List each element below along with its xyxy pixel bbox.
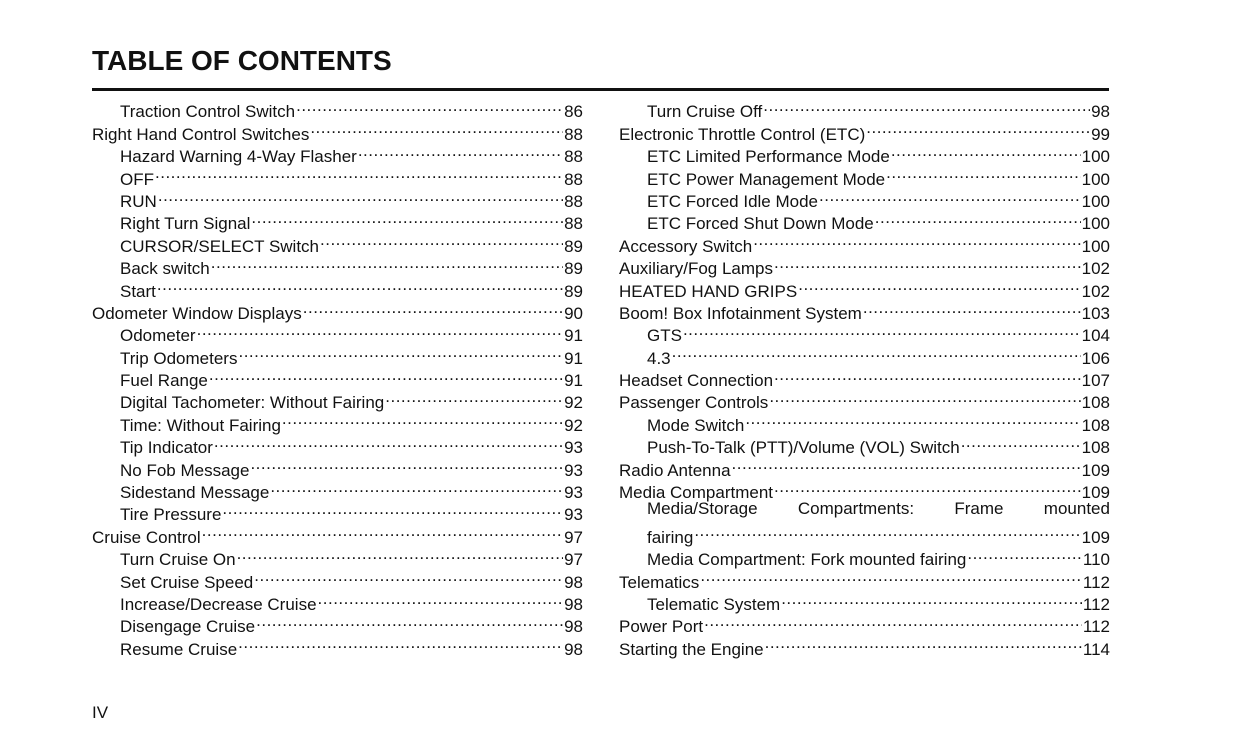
toc-entry[interactable] xyxy=(619,364,1110,391)
toc-entry[interactable] xyxy=(92,162,583,189)
dot-leader xyxy=(774,252,1081,274)
toc-entry-label: Turn Cruise On xyxy=(120,550,236,570)
toc-entry-page: 100 xyxy=(1081,191,1110,211)
dot-leader xyxy=(197,319,563,341)
toc-entry-continuation[interactable] xyxy=(619,520,1110,547)
toc-entry-label: Passenger Controls xyxy=(619,393,769,413)
toc-entry-page: 109 xyxy=(1081,483,1110,503)
toc-entry-label: ETC Power Management Mode xyxy=(647,169,886,189)
toc-entry-label: Boom! Box Infotainment System xyxy=(619,303,862,323)
toc-entry-label: Time: Without Fairing xyxy=(120,415,281,435)
toc-entry-label: Back switch xyxy=(120,259,210,279)
dot-leader xyxy=(211,252,563,274)
dot-leader xyxy=(704,610,1082,632)
toc-entry-label: Tip Indicator xyxy=(120,438,213,458)
toc-entry-page: 100 xyxy=(1081,147,1110,167)
toc-entry-page: 108 xyxy=(1081,415,1110,435)
dot-leader xyxy=(254,565,563,587)
toc-entry[interactable] xyxy=(619,498,1110,520)
toc-entry-label: Traction Control Switch xyxy=(120,102,296,122)
toc-entry-label: Accessory Switch xyxy=(619,236,753,256)
dot-leader xyxy=(251,207,563,229)
title-divider xyxy=(92,88,1109,91)
toc-entry-page: 88 xyxy=(564,147,583,167)
toc-entry-page: 91 xyxy=(564,371,583,391)
toc-entry-label: Power Port xyxy=(619,617,704,637)
toc-entry-page: 100 xyxy=(1081,236,1110,256)
dot-leader xyxy=(158,185,563,207)
toc-entry-page: 93 xyxy=(564,438,583,458)
toc-entry-page: 98 xyxy=(1091,102,1110,122)
toc-entry-page: 110 xyxy=(1082,550,1110,570)
toc-entry-label: Media Compartment: Fork mounted fairing xyxy=(647,550,967,570)
toc-entry-label: Media Compartment xyxy=(619,483,774,503)
toc-entry[interactable] xyxy=(92,95,583,122)
dot-leader xyxy=(318,588,564,610)
toc-entry-label: CURSOR/SELECT Switch xyxy=(120,236,320,256)
page-number: IV xyxy=(92,703,109,722)
dot-leader xyxy=(886,162,1081,184)
toc-entry[interactable] xyxy=(619,95,1110,122)
toc-entry-label: Turn Cruise Off xyxy=(647,102,763,122)
toc-entry-page: 90 xyxy=(564,303,583,323)
toc-entry[interactable] xyxy=(619,341,1110,368)
dot-leader xyxy=(967,543,1082,565)
dot-leader xyxy=(700,565,1082,587)
toc-entry-page: 109 xyxy=(1081,527,1110,547)
dot-leader xyxy=(250,453,563,475)
toc-entry-page: 112 xyxy=(1082,594,1110,614)
toc-entry-page: 86 xyxy=(564,102,583,122)
dot-leader xyxy=(863,297,1081,319)
dot-leader xyxy=(209,364,563,386)
toc-entry-label: Digital Tachometer: Without Fairing xyxy=(120,393,385,413)
dot-leader xyxy=(774,364,1081,386)
toc-entry-page: 107 xyxy=(1081,371,1110,391)
toc-entry-label: RUN xyxy=(120,191,157,211)
toc-entry-page: 103 xyxy=(1081,303,1110,323)
dot-leader xyxy=(303,297,563,319)
dot-leader xyxy=(214,431,563,453)
toc-column-right xyxy=(619,95,1110,659)
dot-leader xyxy=(155,162,563,184)
dot-leader xyxy=(310,117,563,139)
toc-entry-label: ETC Forced Shut Down Mode xyxy=(647,214,874,234)
dot-leader xyxy=(798,274,1080,296)
toc-entry-page: 92 xyxy=(564,415,583,435)
dot-leader xyxy=(774,476,1081,498)
toc-entry-label-word: Compartments: xyxy=(797,499,915,519)
dot-leader xyxy=(202,520,563,542)
toc-entry-label: Sidestand Message xyxy=(120,483,270,503)
toc-entry-page: 114 xyxy=(1082,639,1110,659)
dot-leader xyxy=(238,632,563,654)
dot-leader xyxy=(694,520,1080,542)
toc-entry-page: 108 xyxy=(1081,393,1110,413)
dot-leader xyxy=(296,95,563,117)
toc-entry-label: Headset Connection xyxy=(619,371,774,391)
toc-entry-page: 102 xyxy=(1081,281,1110,301)
dot-leader xyxy=(781,588,1082,610)
dot-leader xyxy=(358,140,563,162)
toc-entry[interactable] xyxy=(92,185,583,211)
dot-leader xyxy=(745,408,1080,430)
toc-entry-page: 100 xyxy=(1081,169,1110,189)
toc-entry[interactable] xyxy=(92,207,583,234)
toc-entry-label: Radio Antenna xyxy=(619,460,731,480)
toc-entry-label: Increase/Decrease Cruise xyxy=(120,594,317,614)
toc-entry-page: 104 xyxy=(1081,326,1110,346)
dot-leader xyxy=(385,386,563,408)
toc-entry-page: 98 xyxy=(564,639,583,659)
toc-entry-label-word: Media/Storage xyxy=(647,499,758,519)
dot-leader xyxy=(765,632,1082,654)
toc-entry-page: 89 xyxy=(564,281,583,301)
dot-leader xyxy=(819,185,1081,207)
toc-entry-page: 100 xyxy=(1081,214,1110,234)
toc-entry-label: 4.3 xyxy=(647,348,671,368)
toc-entry-page: 106 xyxy=(1081,348,1110,368)
toc-entry-page: 97 xyxy=(564,527,583,547)
dot-leader xyxy=(238,341,563,363)
dot-leader xyxy=(732,453,1081,475)
toc-entry[interactable] xyxy=(92,274,583,301)
toc-entry-label: Odometer xyxy=(120,326,196,346)
toc-entry-label: Odometer Window Displays xyxy=(92,303,302,323)
dot-leader xyxy=(961,431,1081,453)
toc-column-left xyxy=(92,95,583,659)
toc-entry-label-word: Frame xyxy=(954,499,1004,519)
toc-entry-label: fairing xyxy=(647,527,694,547)
toc-entry-label: Fuel Range xyxy=(120,371,208,391)
toc-entry-label: Right Turn Signal xyxy=(120,214,251,234)
toc-entry-label: Trip Odometers xyxy=(120,348,238,368)
toc-entry-page: 89 xyxy=(564,236,583,256)
toc-entry-label: OFF xyxy=(120,169,154,189)
dot-leader xyxy=(763,95,1090,117)
toc-entry-label: Cruise Control xyxy=(92,527,201,547)
dot-leader xyxy=(866,117,1090,139)
dot-leader xyxy=(320,229,563,251)
dot-leader xyxy=(270,476,563,498)
toc-entry-label: Right Hand Control Switches xyxy=(92,124,310,144)
toc-entry-page: 89 xyxy=(564,259,583,279)
dot-leader xyxy=(237,543,564,565)
toc-entry-page: 112 xyxy=(1082,572,1110,592)
dot-leader xyxy=(683,319,1081,341)
toc-entry-page: 99 xyxy=(1091,124,1110,144)
toc-entry-label: Auxiliary/Fog Lamps xyxy=(619,259,774,279)
dot-leader xyxy=(769,386,1080,408)
toc-entry-page: 97 xyxy=(564,550,583,570)
toc-entry-page: 92 xyxy=(564,393,583,413)
toc-entry-label: Disengage Cruise xyxy=(120,617,256,637)
toc-entry-page: 98 xyxy=(564,572,583,592)
toc-entry-label: Mode Switch xyxy=(647,415,745,435)
toc-entry-page: 98 xyxy=(564,594,583,614)
toc-entry-label: Telematic System xyxy=(647,594,781,614)
toc-entry-label: ETC Limited Performance Mode xyxy=(647,147,890,167)
dot-leader xyxy=(256,610,563,632)
dot-leader xyxy=(891,140,1081,162)
dot-leader xyxy=(222,498,563,520)
toc-entry-label: Resume Cruise xyxy=(120,639,238,659)
toc-entry-page: 88 xyxy=(564,124,583,144)
page-title: TABLE OF CONTENTS xyxy=(92,45,392,76)
toc-entry-label: No Fob Message xyxy=(120,460,250,480)
toc-entry-label: Start xyxy=(120,281,156,301)
toc-entry-label: Push-To-Talk (PTT)/Volume (VOL) Switch xyxy=(647,438,960,458)
toc-entry-page: 98 xyxy=(564,617,583,637)
toc-entry-label: Electronic Throttle Control (ETC) xyxy=(619,124,866,144)
dot-leader xyxy=(875,207,1081,229)
toc-entry-page: 91 xyxy=(564,326,583,346)
toc-entry-page: 88 xyxy=(564,214,583,234)
toc-entry-label: Tire Pressure xyxy=(120,505,222,525)
toc-entry[interactable] xyxy=(619,319,1110,346)
dot-leader xyxy=(672,341,1081,363)
toc-entry-page: 102 xyxy=(1081,259,1110,279)
toc-entry-label: Hazard Warning 4-Way Flasher xyxy=(120,147,357,167)
toc-entry-page: 108 xyxy=(1081,438,1110,458)
toc-entry-page: 112 xyxy=(1082,617,1110,637)
toc-entry-label: GTS xyxy=(647,326,682,346)
toc-entry-label: Set Cruise Speed xyxy=(120,572,254,592)
dot-leader xyxy=(753,229,1080,251)
toc-entry-label: HEATED HAND GRIPS xyxy=(619,281,798,301)
dot-leader xyxy=(157,274,563,296)
toc-entry[interactable] xyxy=(92,297,583,323)
toc-entry-label: Starting the Engine xyxy=(619,639,764,659)
dot-leader xyxy=(282,408,563,430)
toc-entry-page: 93 xyxy=(564,505,583,525)
toc-entry-page: 109 xyxy=(1081,460,1110,480)
toc-entry-label: ETC Forced Idle Mode xyxy=(647,191,819,211)
toc-entry-label-word: mounted xyxy=(1043,499,1110,519)
toc-entry-page: 88 xyxy=(564,169,583,189)
toc-entry-page: 91 xyxy=(564,348,583,368)
toc-entry-page: 93 xyxy=(564,483,583,503)
toc-entry-page: 93 xyxy=(564,460,583,480)
toc-entry-label: Telematics xyxy=(619,572,700,592)
toc-entry-page: 88 xyxy=(564,191,583,211)
